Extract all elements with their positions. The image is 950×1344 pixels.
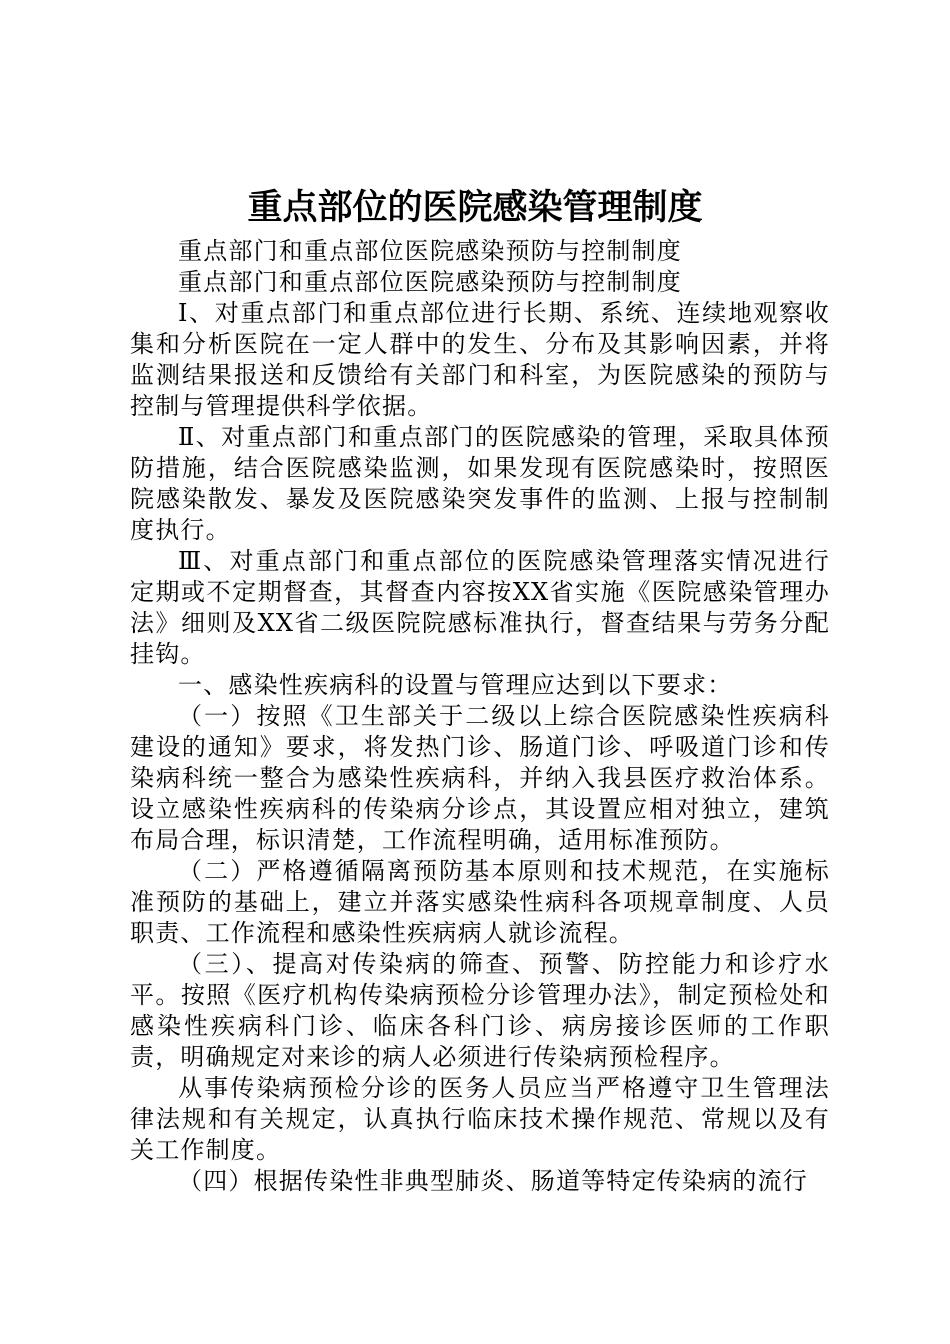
paragraph: Ⅰ、对重点部门和重点部位进行长期、系统、连续地观察收集和分析医院在一定人群中的发生、分布及其影响因素，并将监测结果报送和反馈给有关部门和科室，为医院感染的预防与控制与管理提供科学依据。 bbox=[130, 299, 830, 420]
document-body bbox=[130, 236, 830, 1197]
paragraph: （一）按照《卫生部关于二级以上综合医院感染性疾病科建设的通知》要求，将发热门诊、肠道门诊、呼吸道门诊和传染病科统一整合为感染性疾病科，并纳入我县医疗救治体系。设立感染性疾病科的传染病分诊点，其设置应相对独立，建筑布局合理，标识清楚，工作流程明确，适用标准预防。 bbox=[130, 702, 830, 854]
paragraph: Ⅱ、对重点部门和重点部门的医院感染的管理，采取具体预防措施，结合医院感染监测，如果发现有医院感染时，按照医院感染散发、暴发及医院感染突发事件的监测、上报与控制制度执行。 bbox=[130, 423, 830, 544]
paragraph: （三）、提高对传染病的筛查、预警、防控能力和诊疗水平。按照《医疗机构传染病预检分诊管理办法》，制定预检处和感染性疾病科门诊、临床各科门诊、病房接诊医师的工作职责，明确规定对来诊的病人必须进行传染病预检程序。 bbox=[130, 950, 830, 1071]
paragraph: 重点部门和重点部位医院感染预防与控制制度 bbox=[178, 268, 682, 296]
paragraph: 从事传染病预检分诊的医务人员应当严格遵守卫生管理法律法规和有关规定，认真执行临床技术操作规范、常规以及有关工作制度。 bbox=[130, 1074, 830, 1164]
paragraph: （二）严格遵循隔离预防基本原则和技术规范，在实施标准预防的基础上，建立并落实感染性病科各项规章制度、人员职责、工作流程和感染性疾病病人就诊流程。 bbox=[130, 857, 830, 947]
document-title: 重点部位的医院感染管理制度 bbox=[247, 187, 703, 228]
paragraph: Ⅲ、对重点部门和重点部位的医院感染管理落实情况进行定期或不定期督查，其督查内容按XX省实施《医院感染管理办法》细则及XX省二级医院院感标准执行，督查结果与劳务分配挂钩。 bbox=[130, 547, 830, 668]
paragraph: （四）根据传染性非典型肺炎、肠道等特定传染病的流行 bbox=[178, 1167, 808, 1195]
paragraph: 一、感染性疾病科的设置与管理应达到以下要求： bbox=[178, 671, 733, 699]
paragraph: 重点部门和重点部位医院感染预防与控制制度 bbox=[178, 237, 682, 265]
